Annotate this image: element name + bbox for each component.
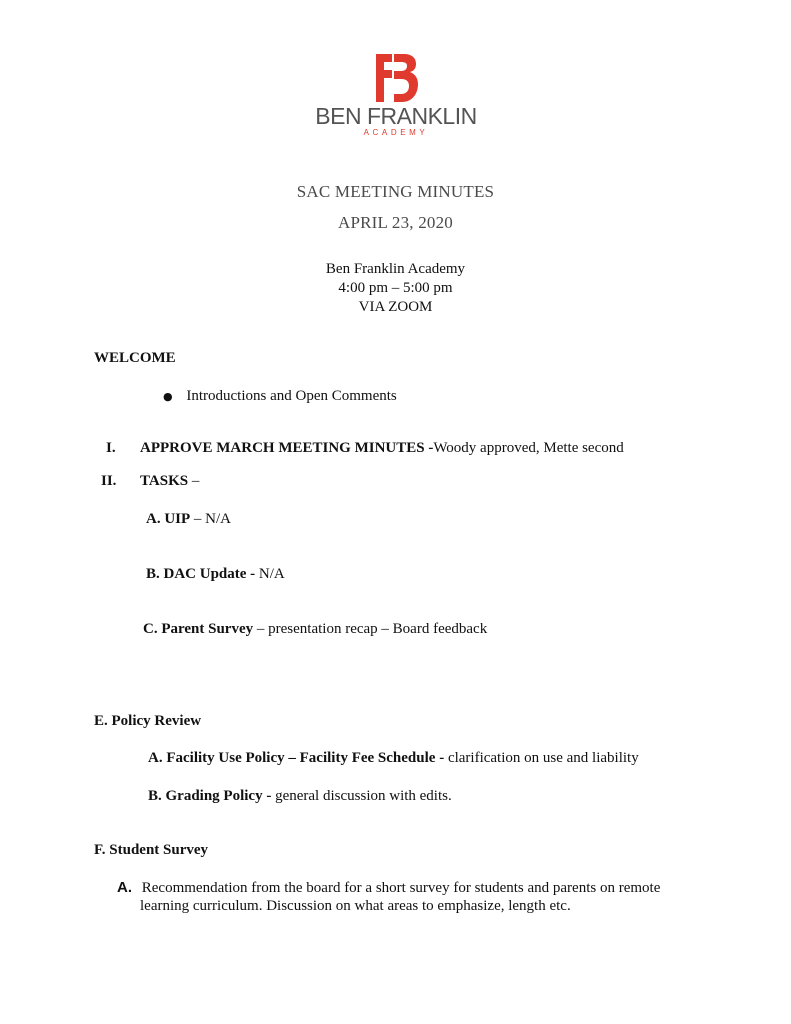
section-1-line [140, 440, 624, 457]
task-text: N/A [205, 511, 232, 527]
policy-item [148, 788, 452, 805]
task-label: B. DAC Update - [146, 566, 256, 582]
policy-review-heading [94, 713, 201, 730]
policy-text: clarification on use and liability [444, 750, 639, 766]
student-survey-label: A. [117, 879, 132, 896]
section-1-num: I. [106, 440, 116, 456]
meeting-date: APRIL 23, 2020 [337, 213, 454, 232]
welcome-item-text: Introductions and Open Comments [186, 388, 397, 404]
section-2-dash: – [188, 473, 200, 489]
task-label: C. Parent Survey [143, 621, 254, 637]
student-survey-item [117, 879, 660, 897]
welcome-heading-text: WELCOME [94, 350, 176, 366]
section-1-heading: APPROVE MARCH MEETING MINUTES - [140, 440, 434, 456]
bullet-icon: ● [163, 390, 173, 403]
student-survey-heading [94, 842, 208, 859]
section-2-line [140, 473, 199, 490]
section-2-heading: TASKS [140, 473, 189, 489]
logo-wordmark: BEN FRANKLIN [315, 103, 477, 129]
task-item [146, 511, 231, 528]
task-label: A. UIP [146, 511, 191, 527]
section-2-number [101, 473, 116, 490]
document-title: SAC MEETING MINUTES [296, 182, 495, 201]
section-1-text: Woody approved, Mette second [433, 440, 624, 456]
meeting-time: 4:00 pm – 5:00 pm [338, 280, 453, 296]
meeting-location: VIA ZOOM [358, 299, 433, 315]
task-separator: – [253, 621, 269, 637]
policy-label: A. Facility Use Policy – Facility Fee Schedule - [148, 750, 445, 766]
student-survey-line-1: Recommendation from the board for a short survey for students and parents on remote [141, 880, 661, 896]
student-survey-heading-text: F. Student Survey [94, 842, 209, 858]
task-item [146, 566, 285, 583]
welcome-heading [94, 350, 176, 367]
student-survey-line-2: learning curriculum. Discussion on what areas to emphasize, length etc. [140, 898, 571, 914]
logo-subtitle: ACADEMY [363, 128, 429, 137]
task-text: N/A [258, 566, 285, 582]
welcome-bullet-item [163, 388, 397, 405]
policy-item [148, 750, 639, 767]
policy-text: general discussion with edits. [271, 788, 452, 804]
task-text: presentation recap – Board feedback [268, 621, 488, 637]
task-separator: – [190, 511, 206, 527]
organization-name: Ben Franklin Academy [325, 261, 466, 277]
section-2-num: II. [101, 473, 117, 489]
section-1-number [106, 440, 116, 457]
task-item [143, 621, 487, 638]
policy-label: B. Grading Policy - [148, 788, 272, 804]
policy-heading-text: E. Policy Review [94, 713, 202, 729]
bf-monogram-icon [370, 52, 420, 104]
